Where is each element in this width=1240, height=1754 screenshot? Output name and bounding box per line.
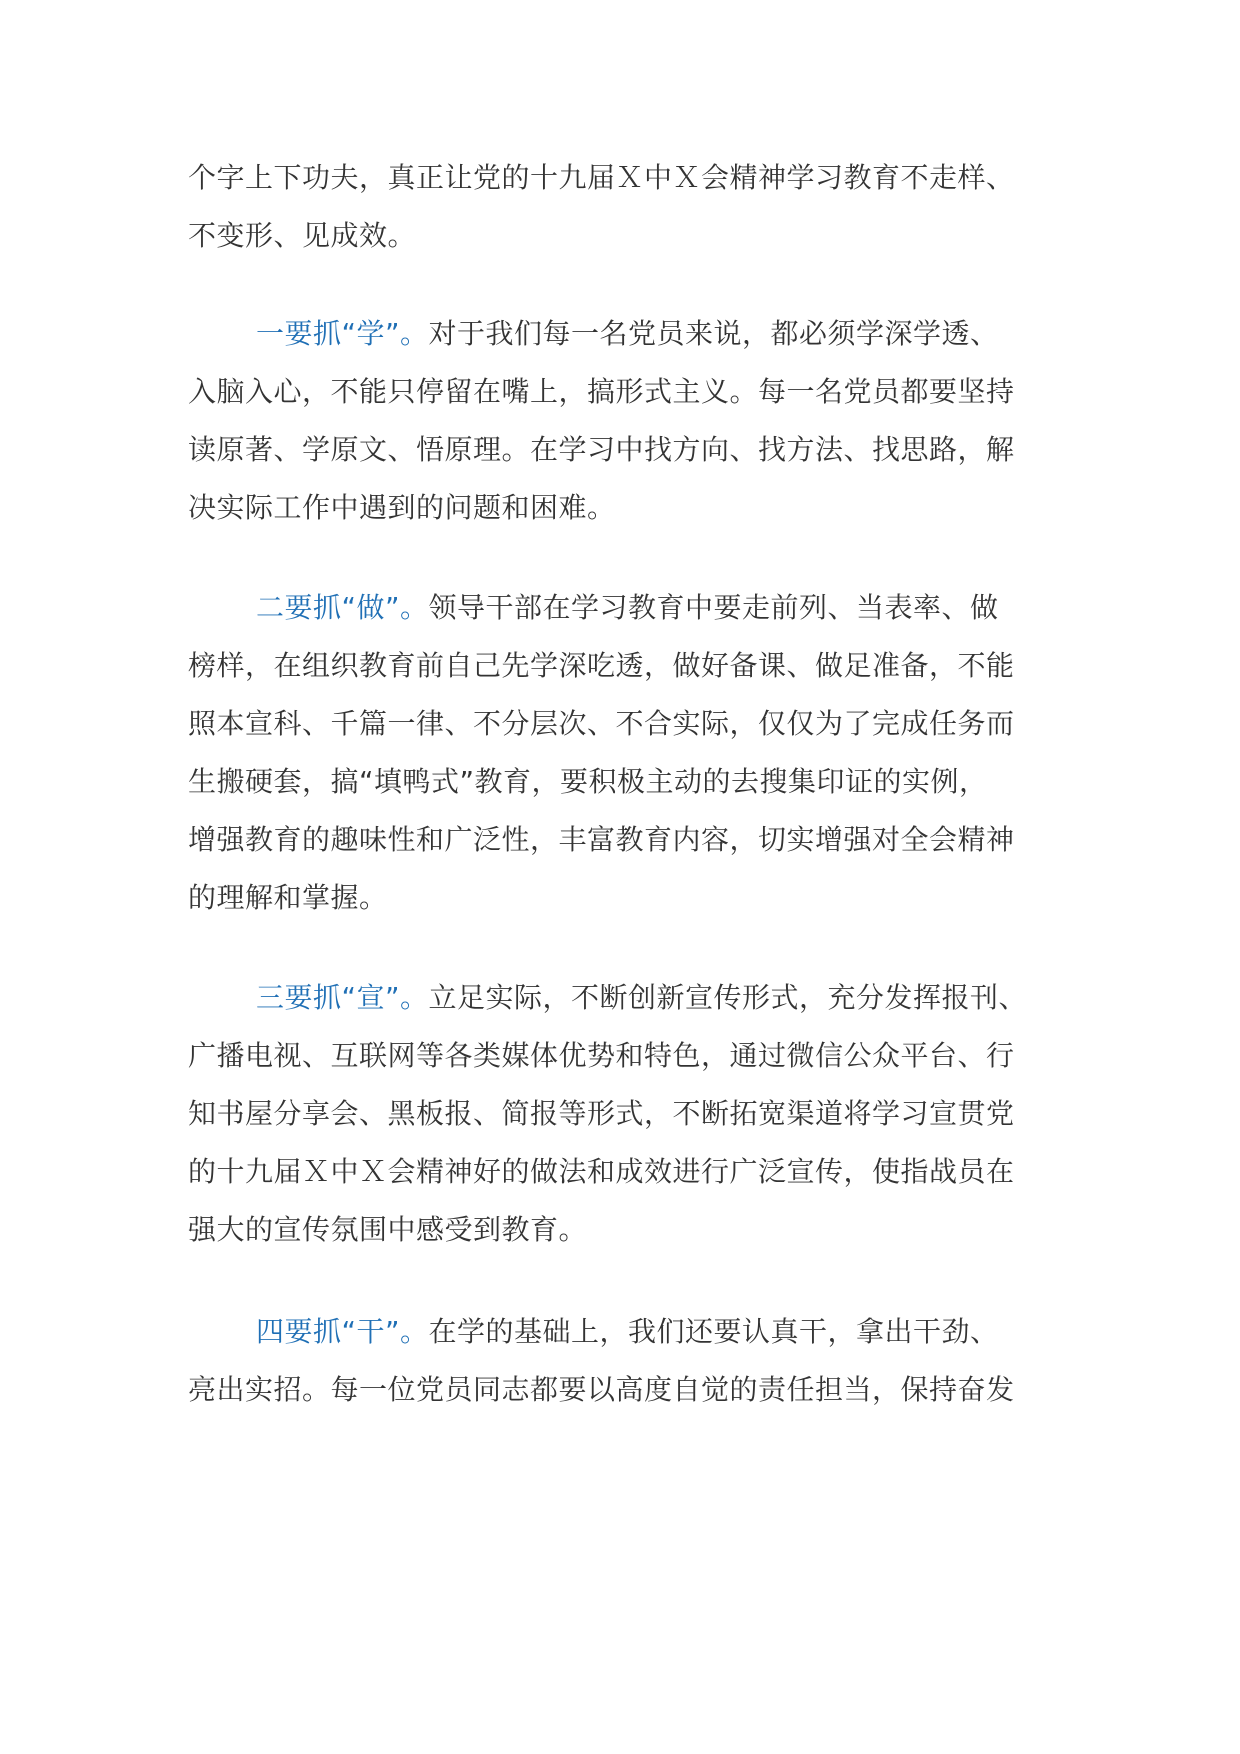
section3-first-line — [256, 978, 1027, 1018]
section1-heading: 一要抓“学”。 — [256, 317, 429, 350]
section1-line-1: 对于我们每一名党员来说，都必须学深学透、 — [428, 317, 999, 350]
section2-line-6: 的理解和掌握。 — [188, 881, 388, 914]
section1-first-line — [256, 314, 999, 354]
section2-line-3: 照本宣科、千篇一律、不分层次、不合实际，仅仅为了完成任务而 — [188, 707, 1015, 740]
intro-line-2: 不变形、见成效。 — [188, 219, 417, 252]
section2-first-line — [256, 588, 999, 628]
section2-line-5: 增强教育的趣味性和广泛性，丰富教育内容，切实增强对全会精神 — [188, 823, 1015, 856]
section3-heading: 三要抓“宣”。 — [256, 981, 429, 1014]
section2-line-4: 生搬硬套，搞“填鸭式”教育，要积极主动的去搜集印证的实例， — [188, 765, 988, 798]
section4-line-1: 在学的基础上，我们还要认真干，拿出干劲、 — [428, 1315, 999, 1348]
section4-line-2: 亮出实招。每一位党员同志都要以高度自觉的责任担当，保持奋发 — [188, 1373, 1015, 1406]
section2-line-2: 榜样，在组织教育前自己先学深吃透，做好备课、做足准备，不能 — [188, 649, 1015, 682]
section1-line-2: 入脑入心，不能只停留在嘴上，搞形式主义。每一名党员都要坚持 — [188, 375, 1015, 408]
section3-line-1: 立足实际，不断创新宣传形式，充分发挥报刊、 — [428, 981, 1028, 1014]
section2-line-1: 领导干部在学习教育中要走前列、当表率、做 — [428, 591, 999, 624]
section4-heading: 四要抓“干”。 — [256, 1315, 429, 1348]
section3-line-2: 广播电视、互联网等各类媒体优势和特色，通过微信公众平台、行 — [188, 1039, 1015, 1072]
section1-line-3: 读原著、学原文、悟原理。在学习中找方向、找方法、找思路，解 — [188, 433, 1015, 466]
section1-line-4: 决实际工作中遇到的问题和困难。 — [188, 491, 616, 524]
section3-line-4: 的十九届Ｘ中Ｘ会精神好的做法和成效进行广泛宣传，使指战员在 — [188, 1155, 1015, 1188]
section4-first-line — [256, 1312, 999, 1352]
section2-heading: 二要抓“做”。 — [256, 591, 429, 624]
intro-line-1: 个字上下功夫，真正让党的十九届Ｘ中Ｘ会精神学习教育不走样、 — [188, 161, 1015, 194]
section3-line-3: 知书屋分享会、黑板报、简报等形式，不断拓宽渠道将学习宣贯党 — [188, 1097, 1015, 1130]
section3-line-5: 强大的宣传氛围中感受到教育。 — [188, 1213, 588, 1246]
